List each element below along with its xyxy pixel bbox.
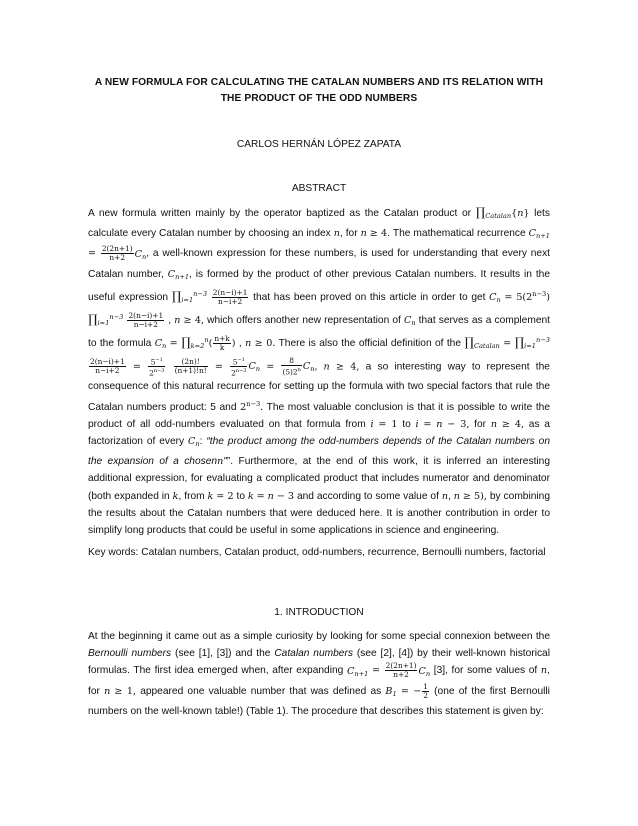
introduction-paragraph: At the beginning it came out as a simple curiosity by looking for some special connexion between the Bernoulli numbers (see [1], [3]) and the Catalan numbers (see [2], [4]) by their well-known historical formulas. The first idea emerged when, after expanding $C_{n+1}$ = $\frac{2(2n+1)}{n+2}$ $C_n$ [3], for some values of n, for n ≥ 1, appeared one valuable number that was defined as $B_1$ = − $\frac{1}{2}$ (one of the first Bernoulli numbers on the well-known table!) (Table 1). The procedure that describes this statement is given by:: [88, 631, 550, 718]
abstract-paragraph: A new formula written mainly by the operator baptized as the Catalan product or $\prod_{Catalan}\{n\}$ lets calculate every Catalan number by choosing an index n, for n ≥ 4. The mathematical recurrence $C_{n+1}$ = $\frac{2(2n+1)}{n+2}$ $C_n$, a well-known expression for these numbers, is used for understanding that every next Catalan number, $C_{n+1}$, is formed by the product of other previous Catalan numbers. It results in the useful expression $\prod_{i=1}^{n-3}$ $\frac{2(n-i)+1}{n-i+2}$ that has been proved on this article in order to get $C_n = 5(2^{n-3})$ $\prod_{i=1}^{n-3}$ $\frac{2(n-i)+1}{n-i+2}$ , n ≥ 4, which offers another new representation of $C_n$ that serves as a complement to the formula $C_n$ = $\prod_{k=2}^n$( $\frac{n+k}{k}$ ) , n ≥ 0. There is also the official definition of the $\prod_{Catalan}$ = $\prod_{i=1}^{n-3}$ $\frac{2(n-i)+1}{n-i+2}$ = $\frac{5^{-1}}{2^{n-3}}$ $\frac{(2n)!}{(n+1)!n!}$ = $\frac{5^{-1}}{2^{n-3}}$ $C_n$ = $\frac{8}{(5)2^n}$ $C_n$, n ≥ 4, a so interesting way to represent the consequence of this natural recurrence for setting up the formula with two special factors that rule the Catalan numbers product: 5 and $2^{n-3}$. The most valuable conclusion is that it is possible to write the product of all odd-numbers evaluated on that formula from i = 1 to i = n − 3, for n ≥ 4, as a factorization of every $C_n$: “the product among the odd-numbers depends of the Catalan numbers on the expansion of a chosenn"”. Furthermore, at the end of this work, it is inferred an interesting additional expression, for evaluating a complicated product that includes numerator and denominator (both expanded in k, from k = 2 to k = n − 3 and according to some value of n, n ≥ 5), by combining the results about the Catalan numbers that were deduced here. It is another contribution in order to simplify long products that could be useful in some applications in science and engineering.: [88, 205, 550, 537]
section-heading-introduction: 1. INTRODUCTION: [274, 607, 364, 618]
author-name: CARLOS HERNÁN LÓPEZ ZAPATA: [236, 139, 402, 150]
keywords: Key words: Catalan numbers, Catalan product, odd-numbers, recurrence, Bernoulli numbers, factorial: [88, 547, 546, 558]
abstract-heading: ABSTRACT: [291, 183, 347, 194]
paper-title: A NEW FORMULA FOR CALCULATING THE CATALAN NUMBERS AND ITS RELATION WITH THE PRODUCT OF THE ODD NUMBERS: [94, 77, 544, 104]
